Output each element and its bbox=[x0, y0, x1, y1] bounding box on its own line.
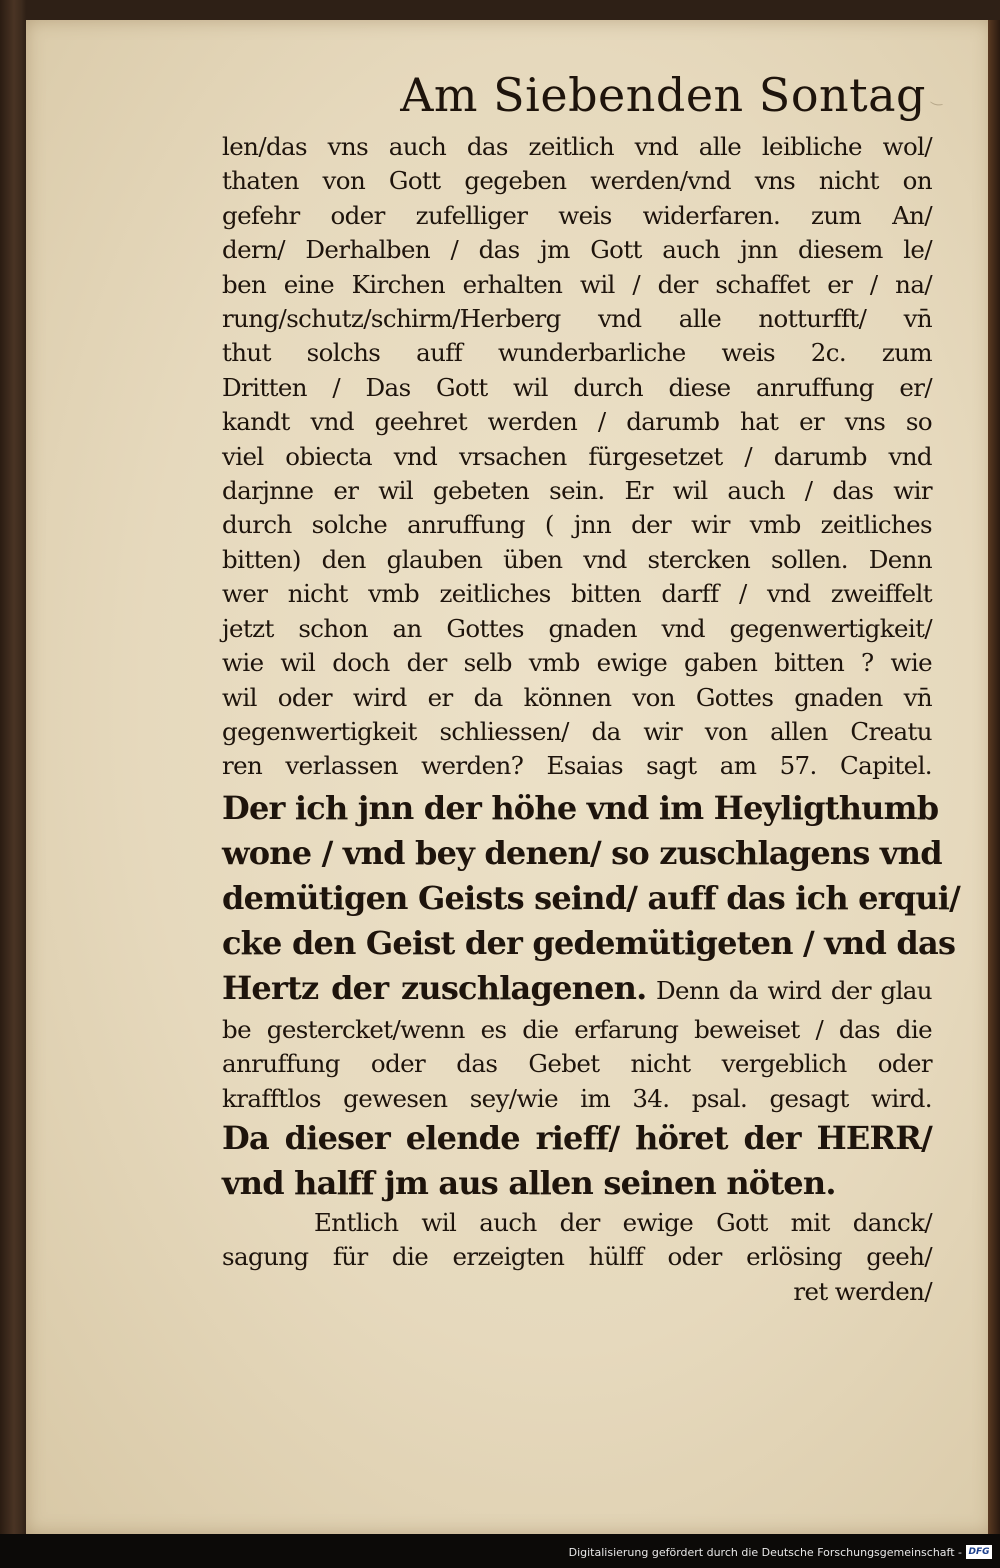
ink-smudge: ‿ bbox=[930, 89, 945, 107]
quote-line: Der ich jnn der höhe vnd im Heyligthumb bbox=[222, 788, 939, 827]
quote-line: Da dieser elende rieff/ höret der HERR/ bbox=[222, 1118, 932, 1157]
text-line: wil oder wird er da können von Gottes gnaden vn̄ bbox=[222, 682, 932, 712]
text-line: krafftlos gewesen sey/wie im 34. psal. gesagt wird. bbox=[222, 1083, 932, 1113]
quote-line: vnd halff jm aus allen seinen nöten. bbox=[222, 1163, 836, 1202]
text-line: dern/ Derhalben / das jm Gott auch jnn diesem le/ bbox=[222, 235, 932, 265]
mixed-line bbox=[222, 966, 932, 1013]
paragraph-line: ret werden/ bbox=[793, 1276, 932, 1306]
text-line: kandt vnd geehret werden / darumb hat er vns so bbox=[222, 407, 932, 437]
text-line: viel obiecta vnd vrsachen fürgesetzet / darumb vnd bbox=[222, 441, 932, 471]
book-spine-edge bbox=[988, 20, 1000, 1540]
page-text-block bbox=[222, 60, 961, 1309]
text-line: ren verlassen werden? Esaias sagt am 57. Capitel. bbox=[222, 751, 932, 781]
quote-line-end: Hertz der zuschlagenen. bbox=[222, 968, 647, 1007]
text-line: thut solchs auff wunderbarliche weis 2c. zum bbox=[222, 338, 932, 368]
text-line: gegenwertigkeit schliessen/ da wir von allen Creatu bbox=[222, 716, 932, 746]
paragraph-line: Entlich wil auch der ewige Gott mit danck/ bbox=[314, 1207, 932, 1237]
quote-line: demütigen Geists seind/ auff das ich erqui/ bbox=[222, 878, 961, 917]
text-line: be gestercket/wenn es die erfarung beweiset / das die bbox=[222, 1014, 932, 1044]
quote-line: cke den Geist der gedemütigeten / vnd das bbox=[222, 923, 956, 962]
dfg-logo: DFG bbox=[966, 1545, 992, 1559]
text-line: ben eine Kirchen erhalten wil / der schaffet er / na/ bbox=[222, 269, 932, 299]
text-line: gefehr oder zufelliger weis widerfaren. zum An/ bbox=[222, 200, 932, 230]
text-line: wer nicht vmb zeitliches bitten darff / vnd zweiffelt bbox=[222, 579, 932, 609]
funding-note: Digitalisierung gefördert durch die Deutsche Forschungsgemeinschaft - bbox=[568, 1546, 962, 1559]
text-line-start: Denn da wird der glau bbox=[656, 975, 932, 1005]
text-line: wie wil doch der selb vmb ewige gaben bitten ? wie bbox=[222, 648, 932, 678]
text-line: durch solche anruffung ( jnn der wir vmb zeitliches bbox=[222, 510, 932, 540]
text-line: rung/schutz/schirm/Herberg vnd alle notturfft/ vn̄ bbox=[222, 304, 932, 334]
text-line: jetzt schon an Gottes gnaden vnd gegenwertigkeit/ bbox=[222, 613, 932, 643]
text-line: Dritten / Das Gott wil durch diese anruffung er/ bbox=[222, 372, 932, 402]
text-line: darjnne er wil gebeten sein. Er wil auch / das wir bbox=[222, 476, 932, 506]
quote-line: wone / vnd bey denen/ so zuschlagens vnd bbox=[222, 833, 942, 872]
text-line: len/das vns auch das zeitlich vnd alle leibliche wol/ bbox=[222, 132, 932, 161]
text-line: thaten von Gott gegeben werden/vnd vns nicht on bbox=[222, 166, 932, 196]
running-head: Am Siebenden Sontag bbox=[400, 68, 926, 122]
text-line: bitten) den glauben üben vnd stercken sollen. Denn bbox=[222, 544, 932, 574]
text-line: anruffung oder das Gebet nicht vergeblich oder bbox=[222, 1049, 932, 1079]
paragraph-line: sagung für die erzeigten hülff oder erlösing geeh/ bbox=[222, 1242, 932, 1272]
